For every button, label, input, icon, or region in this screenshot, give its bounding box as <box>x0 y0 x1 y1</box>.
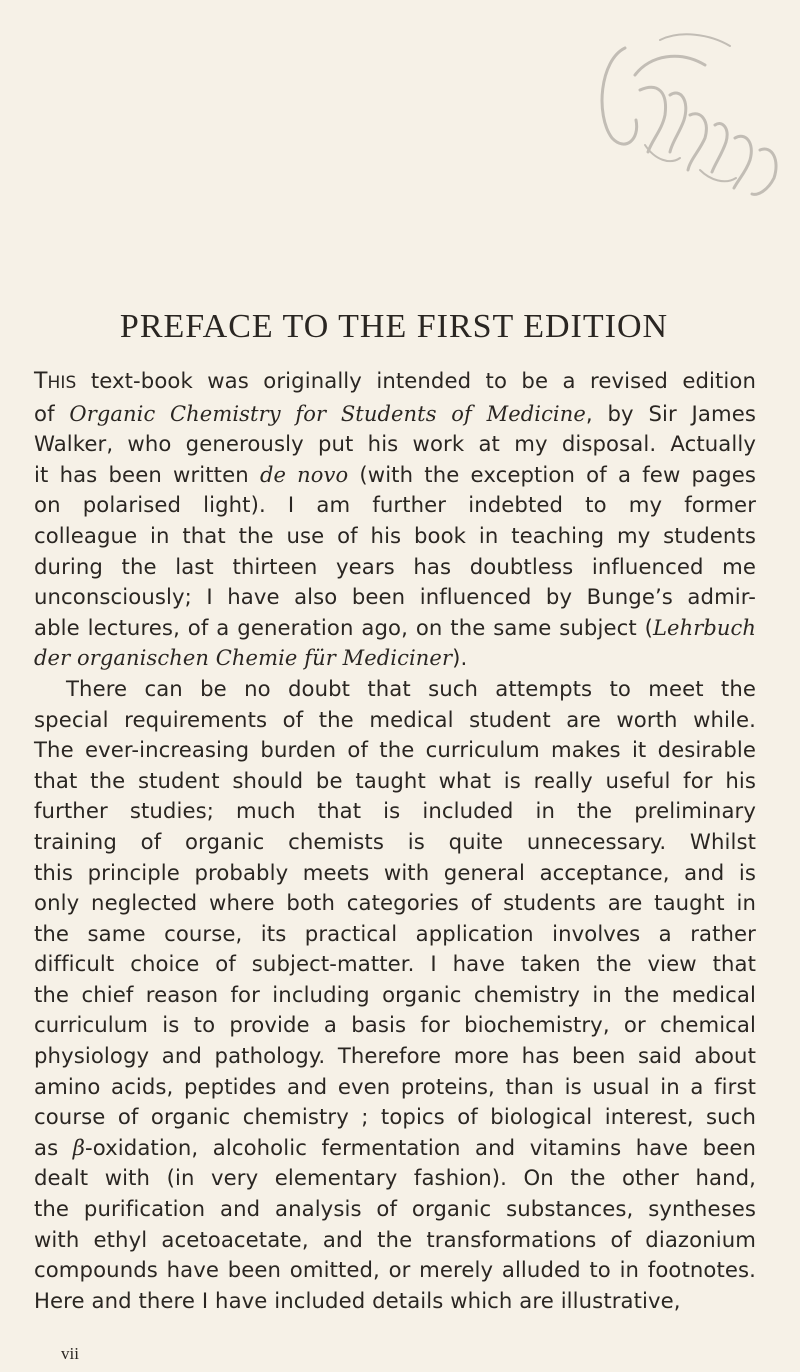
text-segment: able lectures, of a generation ago, on the same subject ( <box>34 614 653 640</box>
page-title: PREFACE TO THE FIRST EDITION <box>119 308 669 345</box>
library-stamp-mark <box>540 20 790 210</box>
text-line <box>34 643 756 674</box>
opening-initial: T <box>34 369 48 394</box>
text-segment: -oxidation, alcoholic fermentation and vitamins have been <box>85 1134 756 1160</box>
text-line <box>34 521 756 552</box>
text-line <box>34 1286 756 1317</box>
text-segment: this principle probably meets with general acceptance, and is <box>34 859 756 885</box>
text-segment: training of organic chemists is quite unnecessary. Whilst <box>34 828 756 854</box>
text-line <box>34 1102 756 1133</box>
text-segment: difficult choice of subject-matter. I have taken the view that <box>34 951 756 977</box>
text-line <box>34 582 756 613</box>
text-line <box>34 460 756 491</box>
text-segment: the purification and analysis of organic substances, syntheses <box>34 1196 756 1222</box>
text-line <box>34 796 756 827</box>
text-segment: curriculum is to provide a basis for biochemistry, or chemical <box>34 1012 756 1038</box>
text-segment: colleague in that the use of his book in teaching my students <box>34 522 756 548</box>
text-segment: unconsciously; I have also been influenced by Bunge’s admir- <box>34 584 756 610</box>
italic-segment: β <box>72 1135 85 1160</box>
italic-segment: der organischen Chemie für Mediciner <box>34 646 453 671</box>
italic-segment: Lehrbuch <box>653 615 756 640</box>
text-segment: ). <box>452 645 468 671</box>
text-line <box>34 1041 756 1072</box>
text-line <box>34 1225 756 1256</box>
page-number: vii <box>61 1344 79 1363</box>
text-segment: during the last thirteen years has doubtless influenced me <box>34 553 756 579</box>
text-segment: that the student should be taught what is really useful for his <box>34 767 756 793</box>
text-line <box>34 399 756 430</box>
text-line <box>34 827 756 858</box>
text-line <box>34 949 756 980</box>
text-line <box>34 366 756 399</box>
text-segment: The ever-increasing burden of the curriculum makes it desirable <box>34 737 756 763</box>
text-segment: the same course, its practical application involves a rather <box>34 920 756 946</box>
text-segment: physiology and pathology. Therefore more has been said about <box>34 1043 756 1069</box>
text-line <box>34 919 756 950</box>
text-line <box>34 613 756 644</box>
text-segment: amino acids, peptides and even proteins, than is usual in a first <box>34 1073 756 1099</box>
text-segment: compounds have been omitted, or merely alluded to in footnotes. <box>34 1257 756 1283</box>
text-segment: dealt with (in very elementary fashion). On the other hand, <box>34 1165 756 1191</box>
text-line <box>34 766 756 797</box>
preface-body <box>34 366 756 1316</box>
text-segment: on polarised light). I am further indebted to my former <box>34 492 756 518</box>
text-line <box>34 888 756 919</box>
text-segment: Walker, who generously put his work at my disposal. Actually <box>34 431 756 457</box>
text-segment: course of organic chemistry ; topics of biological interest, such <box>34 1104 756 1130</box>
text-segment: of <box>34 400 70 426</box>
text-segment: with ethyl acetoacetate, and the transformations of diazonium <box>34 1226 756 1252</box>
text-segment: text-book was originally intended to be a revised edition <box>76 368 756 393</box>
text-line <box>34 1194 756 1225</box>
text-segment: There can be no doubt that such attempts to meet the <box>66 675 756 701</box>
text-line <box>34 1010 756 1041</box>
text-line <box>34 1133 756 1164</box>
text-segment: further studies; much that is included in the preliminary <box>34 798 756 824</box>
text-line <box>34 674 756 705</box>
italic-segment: Organic Chemistry for Students of Medicine <box>69 401 586 426</box>
italic-segment: de novo <box>259 462 349 487</box>
text-segment: only neglected where both categories of students are taught in <box>34 890 756 916</box>
text-line <box>34 980 756 1011</box>
text-line <box>34 858 756 889</box>
text-segment: it has been written <box>34 461 260 487</box>
text-line <box>34 1255 756 1286</box>
text-segment: (with the exception of a few pages <box>348 461 757 487</box>
opening-smallcaps: HIS <box>47 373 77 393</box>
text-line <box>34 735 756 766</box>
text-segment: , by Sir James <box>585 400 756 426</box>
text-line <box>34 1072 756 1103</box>
text-line <box>34 1163 756 1194</box>
text-segment: the chief reason for including organic chemistry in the medical <box>34 981 756 1007</box>
text-line <box>34 705 756 736</box>
text-line <box>34 552 756 583</box>
text-line <box>34 429 756 460</box>
text-segment: Here and there I have included details which are illustrative, <box>34 1287 681 1313</box>
text-segment: as <box>34 1134 73 1160</box>
text-segment: special requirements of the medical student are worth while. <box>34 706 756 732</box>
text-line <box>34 490 756 521</box>
